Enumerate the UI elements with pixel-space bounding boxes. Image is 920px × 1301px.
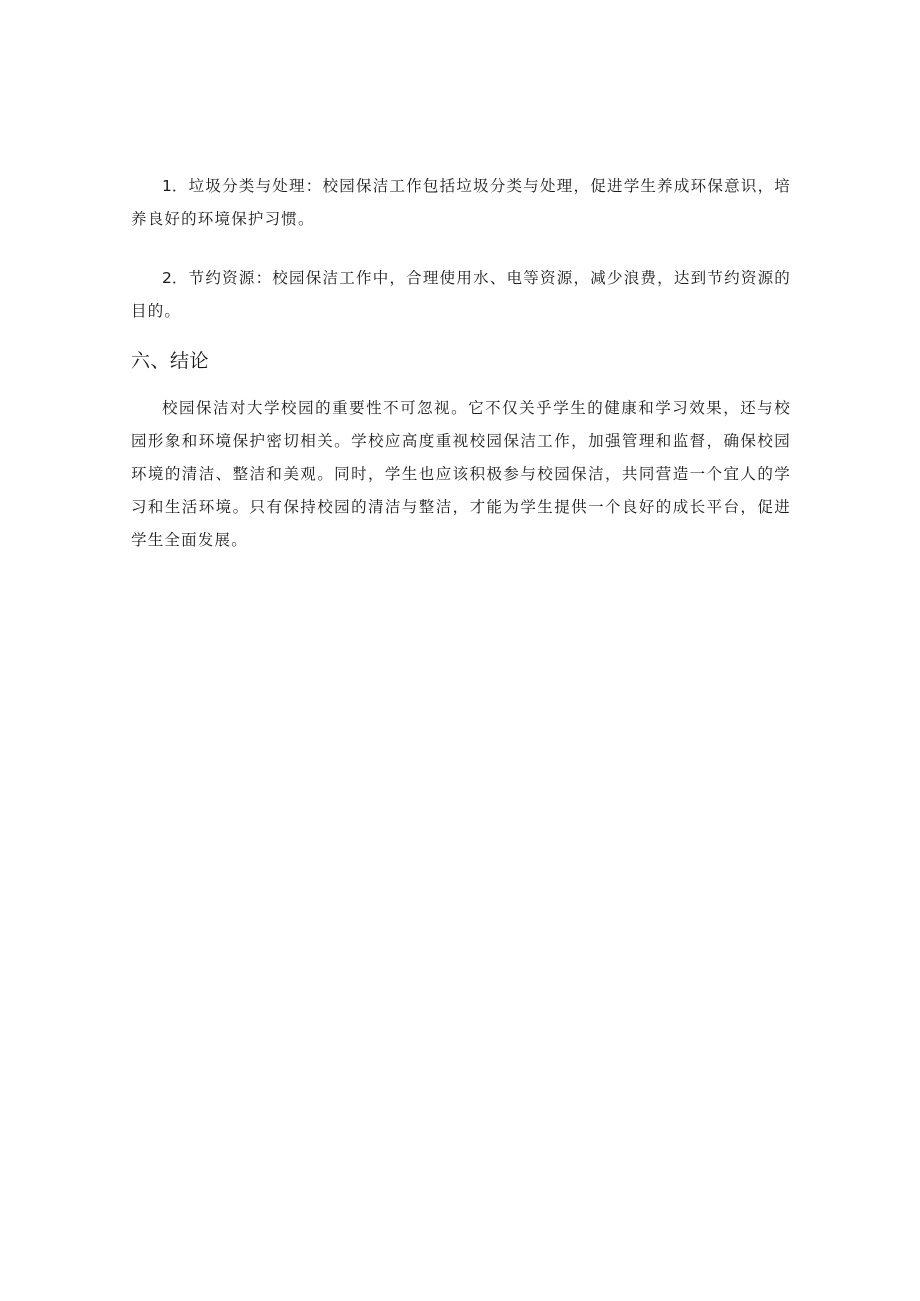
- conclusion-paragraph: 校园保洁对大学校园的重要性不可忽视。它不仅关乎学生的健康和学习效果，还与校园形象和环境保护密切相关。学校应高度重视校园保洁工作，加强管理和监督，确保校园环境的清洁、整洁和美观。同时，学生也应该积极参与校园保洁，共同营造一个宜人的学习和生活环境。只有保持校园的清洁与整洁，才能为学生提供一个良好的成长平台，促进学生全面发展。: [131, 399, 791, 549]
- list-item-number: 1: [162, 177, 172, 195]
- list-item-text: ．垃圾分类与处理：校园保洁工作包括垃圾分类与处理，促进学生养成环保意识，培养良好的环境保护习惯。: [131, 177, 791, 228]
- list-item-text: ．节约资源：校园保洁工作中，合理使用水、电等资源，减少浪费，达到节约资源的目的。: [131, 269, 791, 320]
- section-heading-conclusion: 六、结论: [131, 350, 210, 372]
- list-item-number: 2: [162, 269, 172, 287]
- document-body: [131, 170, 791, 557]
- list-item-resource-saving: [131, 262, 791, 328]
- list-item-waste-sorting: [131, 170, 791, 236]
